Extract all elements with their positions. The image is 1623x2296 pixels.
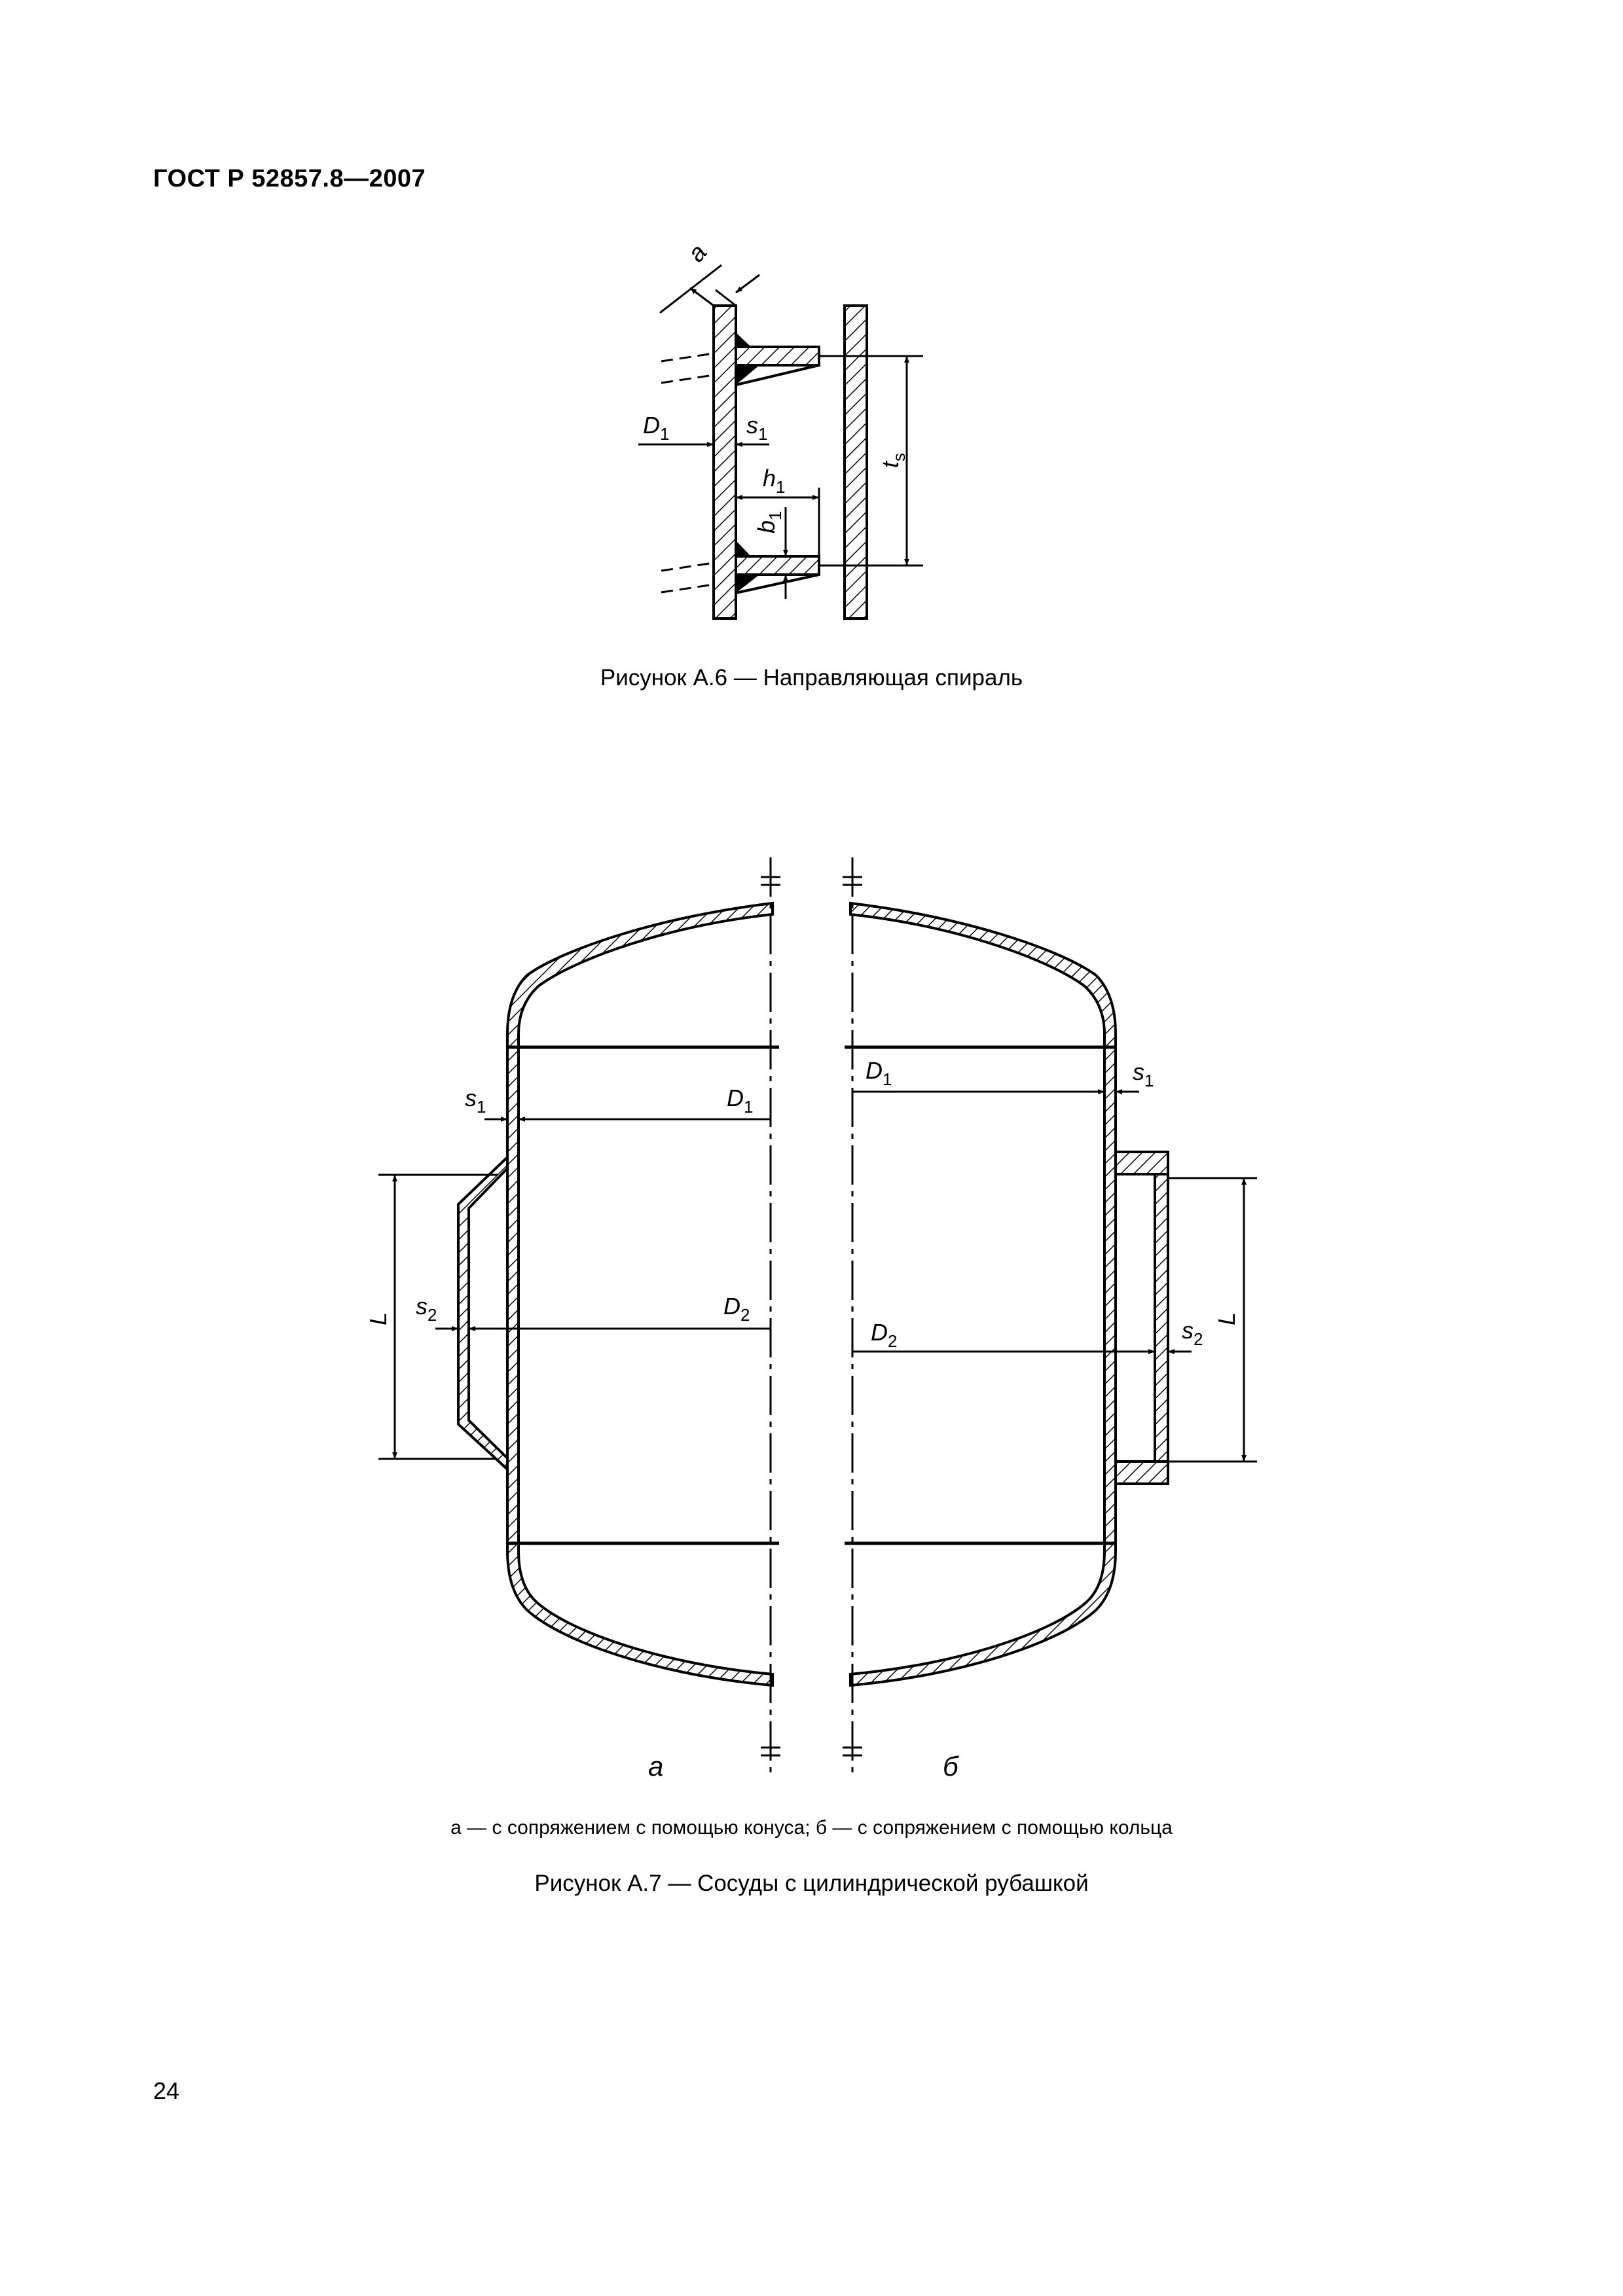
label-s1-a6: $s_1$	[746, 412, 768, 444]
figure-a6-drawing	[0, 0, 1623, 655]
label-D1-a6: $D_1$	[643, 412, 670, 444]
weld-bottom	[736, 541, 751, 556]
weld-top	[736, 332, 751, 347]
label-s1-b: $s_1$	[1133, 1058, 1154, 1090]
document-header: ГОСТ Р 52857.8—2007	[153, 165, 426, 192]
conical-jacket	[458, 1157, 507, 1469]
jacket-shell-b	[1155, 1174, 1168, 1462]
spiral-bar-bottom	[736, 556, 819, 575]
figure-a7-caption: Рисунок А.7 — Сосуды с цилиндрической рубашкой	[534, 1871, 1089, 1896]
label-ts: $t_s$	[877, 452, 909, 468]
vessel-wall	[714, 306, 736, 619]
label-D1-b: $D_1$	[866, 1057, 892, 1089]
page-number: 24	[153, 2077, 180, 2104]
ring-top	[1116, 1152, 1168, 1174]
label-D1-a: $D_1$	[727, 1085, 754, 1117]
label-s2-b: $s_2$	[1182, 1317, 1203, 1349]
label-b1: $b_1$	[753, 511, 785, 533]
label-D2-a: $D_2$	[723, 1293, 750, 1325]
label-D2-b: $D_2$	[871, 1319, 898, 1351]
figure-a7-drawing	[0, 838, 1623, 1806]
variant-a-label: а	[648, 1751, 664, 1782]
label-s1-a: $s_1$	[465, 1085, 486, 1117]
ring-bottom	[1116, 1462, 1168, 1484]
label-s2-a: $s_2$	[416, 1293, 437, 1325]
jacket-wall	[845, 306, 867, 619]
variant-b-label: б	[943, 1751, 958, 1782]
spiral-bar-top	[736, 347, 819, 365]
label-a: a	[682, 239, 713, 268]
label-L-a: L	[365, 1312, 392, 1325]
label-h1: $h_1$	[763, 465, 786, 497]
figure-a7-legend: а — с сопряжением с помощью конуса; б — с сопряжением с помощью кольца	[450, 1817, 1173, 1839]
figure-a6-caption: Рисунок А.6 — Направляющая спираль	[600, 665, 1023, 691]
label-L-b: L	[1213, 1312, 1240, 1325]
vessel-shell-b	[850, 903, 1116, 1685]
